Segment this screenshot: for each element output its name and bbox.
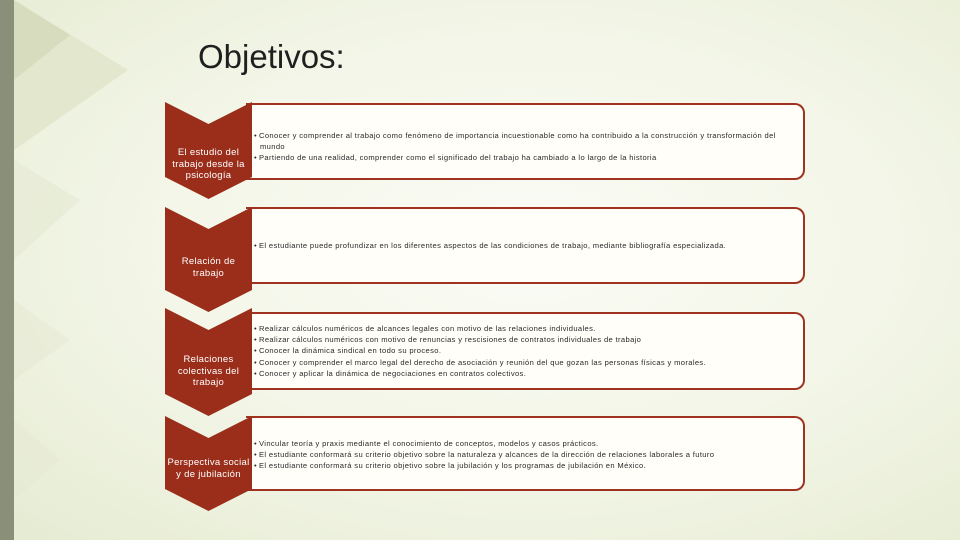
objective-box-4 — [246, 416, 805, 491]
objective-item: • Vincular teoría y praxis mediante el conocimiento de conceptos, modelos y casos prácticos. — [254, 438, 795, 449]
objective-box-3 — [246, 312, 805, 390]
objective-item: • Realizar cálculos numéricos de alcances legales con motivo de las relaciones individuales. — [254, 323, 795, 334]
topic-label-3: Relaciones colectivas del trabajo — [177, 354, 240, 388]
topic-label-4: Perspectiva social y de jubilación — [167, 457, 250, 480]
objective-list-1 — [254, 130, 795, 164]
objective-item: • Conocer y aplicar la dinámica de negociaciones en contratos colectivos. — [254, 368, 795, 379]
objective-list-3 — [254, 323, 795, 379]
objective-item: • El estudiante conformará su criterio objetivo sobre la naturaleza y alcances de la dirección de relaciones laborales a futuro — [254, 449, 795, 460]
objective-box-2 — [246, 207, 805, 284]
objective-list-4 — [254, 438, 795, 472]
objective-item: • El estudiante puede profundizar en los diferentes aspectos de las condiciones de trabajo, mediante bibliografía especializada. — [254, 240, 795, 251]
topic-label-2: Relación de trabajo — [181, 256, 236, 279]
objective-list-2 — [254, 240, 795, 251]
topic-label-1: El estudio del trabajo desde la psicología — [172, 147, 245, 181]
objective-item: • Conocer la dinámica sindical en todo su proceso. — [254, 345, 795, 356]
objective-box-1 — [246, 103, 805, 180]
objective-item: • Realizar cálculos numéricos con motivo de renuncias y rescisiones de contratos individuales de trabajo — [254, 334, 795, 345]
objective-item: • El estudiante conformará su criterio objetivo sobre la jubilación y los programas de jubilación en México. — [254, 460, 795, 471]
page-title: Objetivos: — [198, 38, 345, 75]
objective-item: • Partiendo de una realidad, comprender como el significado del trabajo ha cambiado a lo largo de la historia — [254, 152, 795, 163]
objective-item: • Conocer y comprender el marco legal del derecho de asociación y reunión del que gozan las personas físicas y morales. — [254, 357, 795, 368]
objective-item: • Conocer y comprender al trabajo como fenómeno de importancia incuestionable como ha contribuido a la construcción y transformación del mundo — [254, 130, 795, 152]
